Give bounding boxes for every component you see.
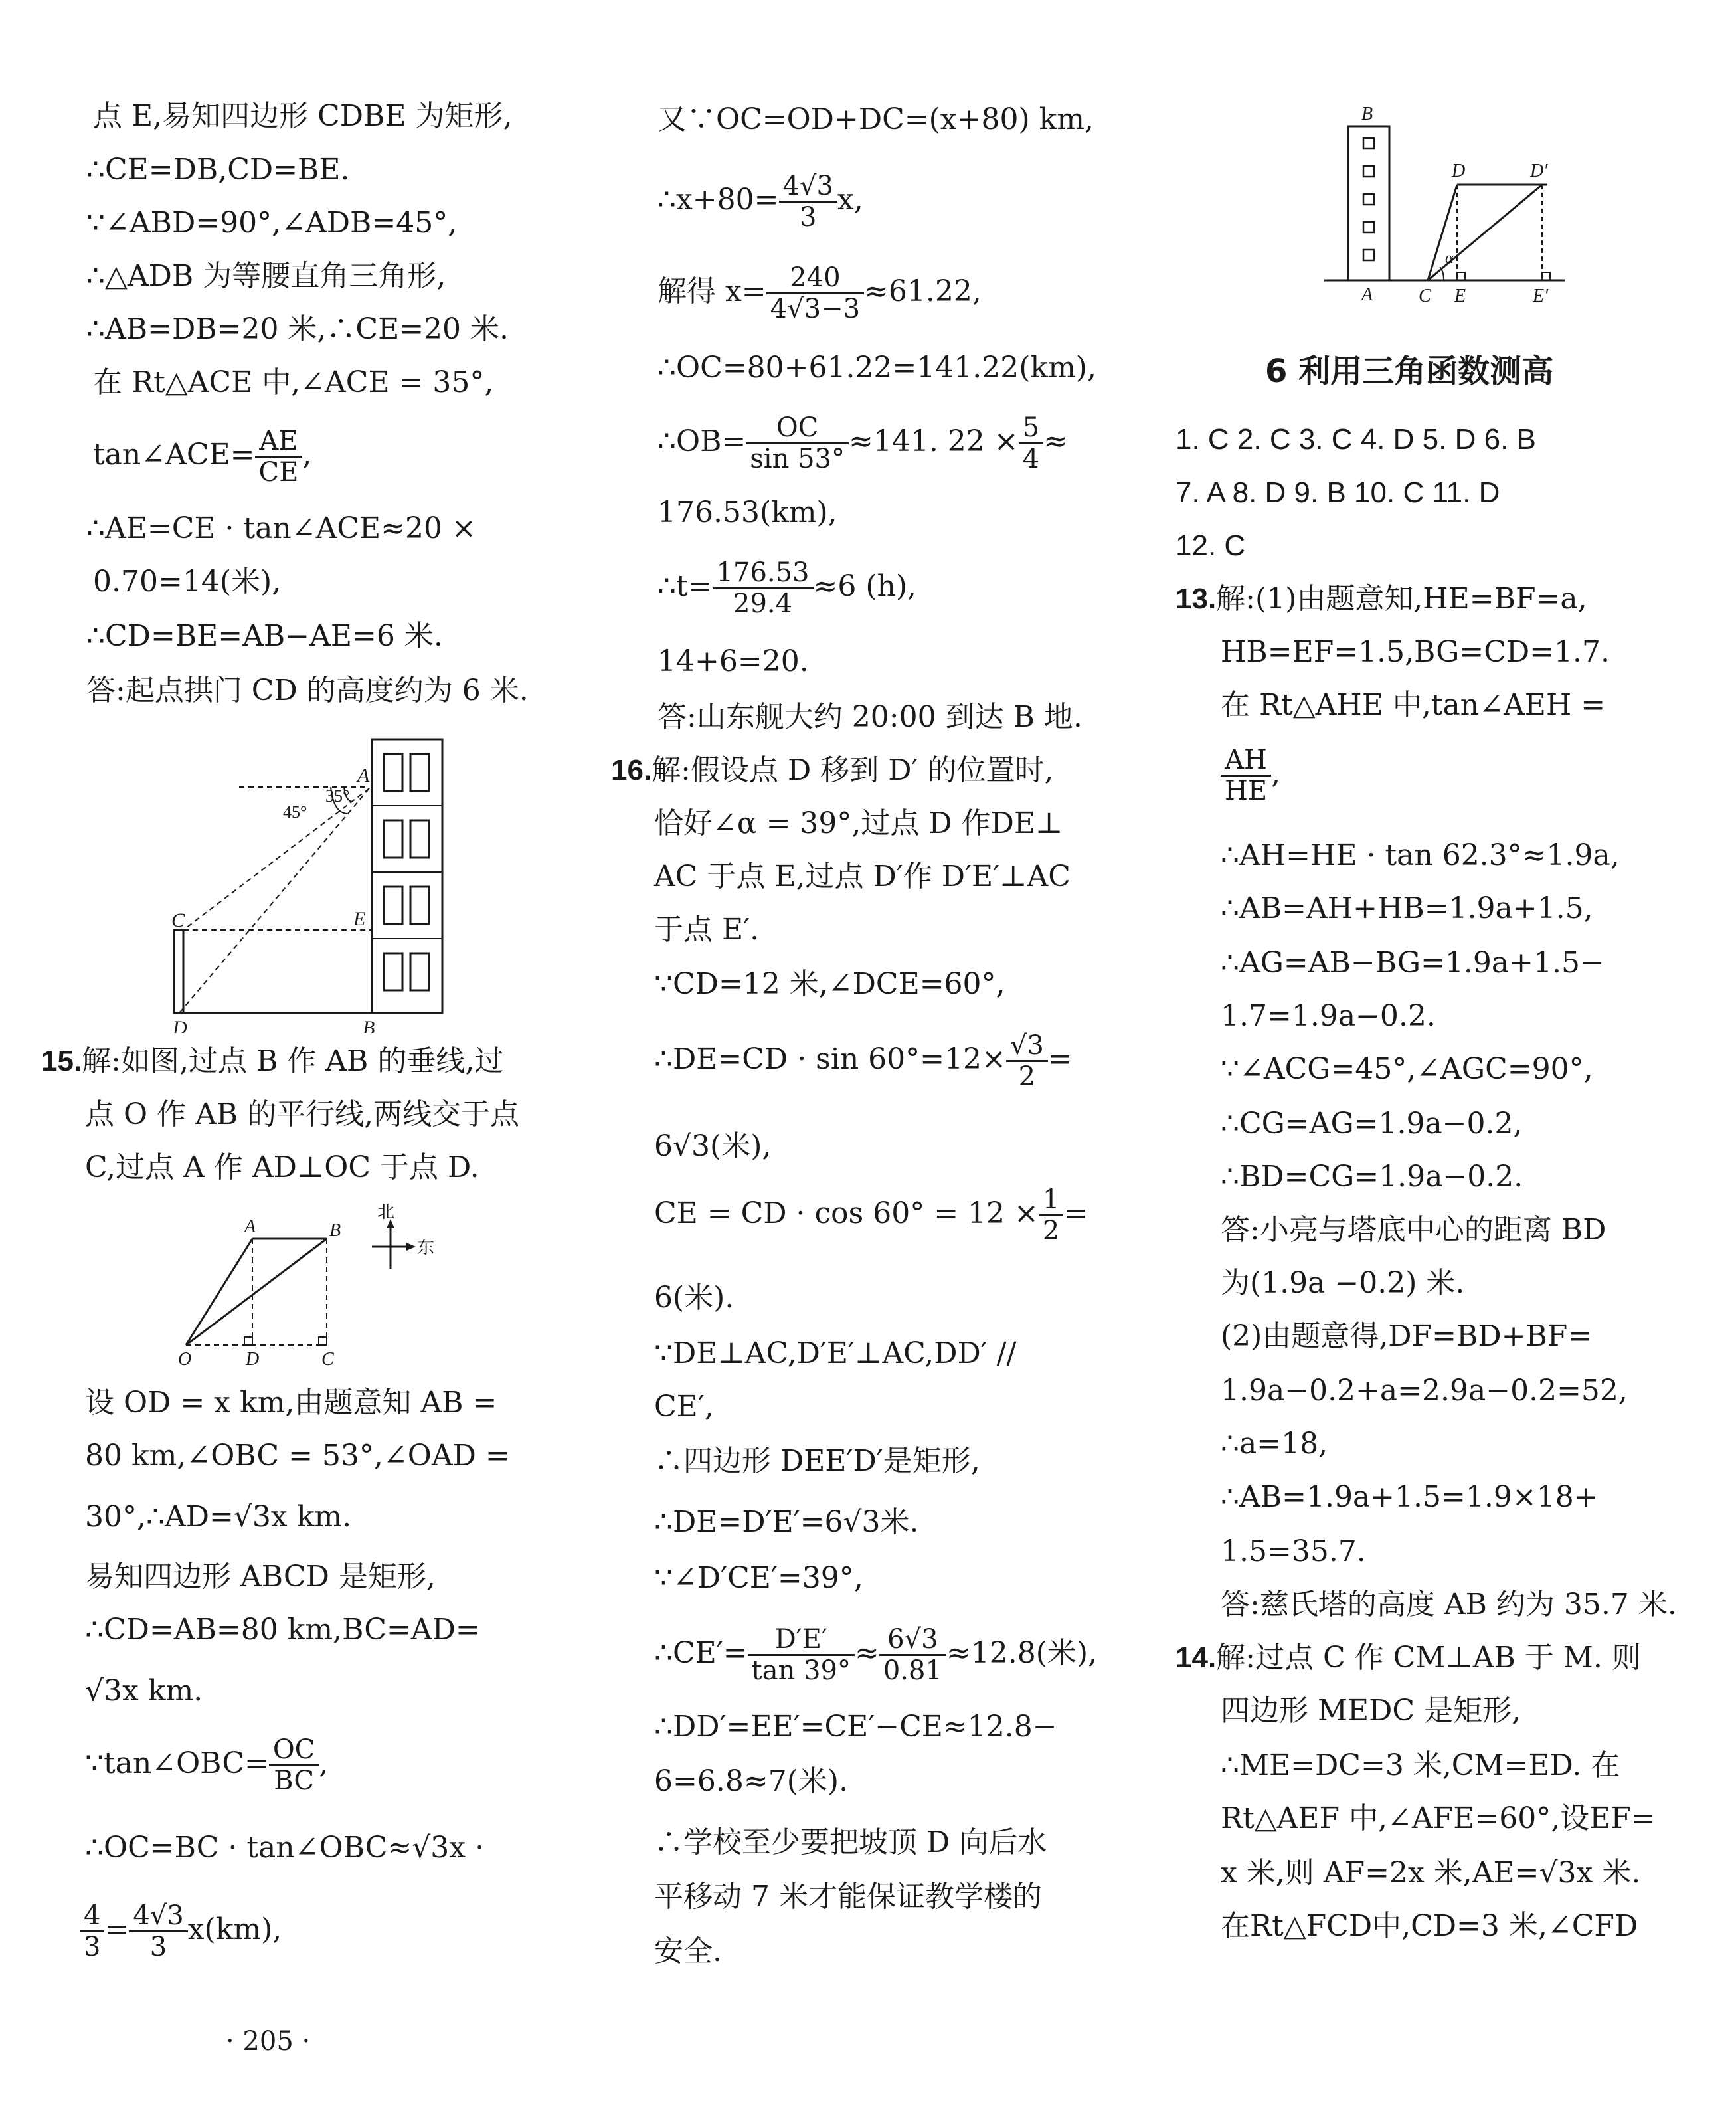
- text-line: 30°,∴AD=√3x km.: [85, 1500, 352, 1534]
- formula-line: $\frac{AH}{HE}$ ,: [1221, 737, 1280, 810]
- formula-line: ∴t= $\frac{176.53}{29.4}$ ≈6 (h),: [657, 557, 917, 619]
- text-line: ∵∠D′CE′=39°,: [654, 1561, 863, 1595]
- point-label: B: [1361, 104, 1373, 124]
- text-line: 安全.: [654, 1934, 722, 1968]
- text-line: ∴△ADB 为等腰直角三角形,: [86, 259, 446, 293]
- point-label: B: [329, 1220, 341, 1241]
- point-label: A: [1361, 284, 1373, 305]
- answer-row: 1. C 2. C 3. C 4. D 5. D 6. B: [1175, 423, 1536, 456]
- east-label: 东: [417, 1238, 435, 1257]
- point-label: C: [171, 909, 185, 931]
- point-label: E: [353, 908, 366, 930]
- formula-line: ∴x+80= $\frac{4√3}{3}$ x,: [657, 171, 863, 232]
- fraction: $\frac{√3}{2}$: [1006, 1031, 1048, 1091]
- text-line: ∴DE=D′E′=6√3米.: [654, 1505, 919, 1539]
- slope-figure: [1322, 100, 1567, 312]
- point-label: A: [357, 765, 370, 786]
- text-line: 1.5=35.7.: [1221, 1534, 1366, 1568]
- text-line: ∴AB=AH+HB=1.9a+1.5,: [1221, 891, 1593, 925]
- text-line: 易知四边形 ABCD 是矩形,: [85, 1560, 436, 1594]
- formula-line: 解得 x= $\frac{240}{4√3-3}$ ≈61.22,: [657, 262, 982, 324]
- text-line: ∴OC=BC · tan∠OBC≈√3x ·: [85, 1831, 485, 1865]
- text-line: 1.7=1.9a−0.2.: [1221, 999, 1436, 1033]
- point-label: E′: [1533, 286, 1549, 306]
- text-line: ∴CE=DB,CD=BE.: [86, 153, 350, 187]
- text-line: ∴CG=AG=1.9a−0.2,: [1221, 1107, 1523, 1141]
- point-label: D′: [1530, 161, 1548, 181]
- fraction: $\frac{AH}{HE}$: [1221, 745, 1271, 806]
- question-14: 14.解:过点 C 作 CM⊥AB 于 M. 则: [1175, 1641, 1641, 1675]
- text-line: ∴AB=1.9a+1.5=1.9×18+: [1221, 1480, 1599, 1514]
- point-label: D: [173, 1017, 187, 1033]
- text-line: CE′,: [654, 1390, 714, 1423]
- text-line: 点 O 作 AB 的平行线,两线交于点: [85, 1097, 520, 1131]
- text-line: 答:小亮与塔底中心的距离 BD: [1221, 1213, 1606, 1247]
- text-line: ∵∠ABD=90°,∠ADB=45°,: [86, 206, 458, 240]
- text-line: ∵DE⊥AC,D′E′⊥AC,DD′ //: [654, 1336, 1017, 1370]
- page-number: · 205 ·: [226, 2026, 311, 2057]
- text-line: 答:慈氏塔的高度 AB 约为 35.7 米.: [1221, 1588, 1677, 1621]
- text-line: ∴ME=DC=3 米,CM=ED. 在: [1221, 1748, 1620, 1782]
- text-line: ∵CD=12 米,∠DCE=60°,: [654, 967, 1005, 1001]
- point-label: A: [244, 1216, 256, 1237]
- point-label: O: [178, 1349, 192, 1370]
- text-line: 在Rt△FCD中,CD=3 米,∠CFD: [1221, 1909, 1638, 1943]
- fraction: $\frac{4√3}{3}$: [129, 1901, 187, 1962]
- text-line: ∴四边形 DEE′D′是矩形,: [654, 1444, 980, 1478]
- text-line: ∴AB=DB=20 米,∴CE=20 米.: [86, 312, 509, 346]
- text-line: 在 Rt△AHE 中,tan∠AEH =: [1221, 688, 1606, 722]
- text-line: 6√3(米),: [654, 1129, 772, 1163]
- fraction: $\frac{OC}{BC}$: [269, 1735, 319, 1795]
- fraction: $\frac{4√3}{3}$: [779, 171, 837, 232]
- point-label: E: [1454, 286, 1466, 306]
- text-line: 14+6=20.: [657, 644, 809, 678]
- fraction: $\frac{1}{2}$: [1039, 1185, 1063, 1245]
- answer-row: 7. A 8. D 9. B 10. C 11. D: [1175, 476, 1500, 509]
- text-line: 四边形 MEDC 是矩形,: [1221, 1694, 1521, 1728]
- formula-line: tan∠ACE= $\frac{AE}{CE}$ ,: [93, 426, 312, 488]
- text-line: √3x km.: [85, 1674, 203, 1708]
- building-archway-figure: [159, 727, 458, 1033]
- text-line: 6(米).: [654, 1281, 735, 1315]
- angle-label: 45°: [283, 802, 307, 822]
- fraction: $\frac{OC}{\sin 53^\circ}$: [746, 413, 849, 474]
- text-line: ∴BD=CG=1.9a−0.2.: [1221, 1160, 1523, 1194]
- text-line: 176.53(km),: [657, 496, 837, 529]
- text-line: 0.70=14(米),: [93, 565, 282, 598]
- point-label: C: [321, 1349, 334, 1370]
- question-15: 15.解:如图,过点 B 作 AB 的垂线,过: [41, 1044, 504, 1078]
- fraction: $\frac{D'E'}{\tan 39^\circ}$: [748, 1625, 855, 1685]
- text-line: 在 Rt△ACE 中,∠ACE = 35°,: [93, 365, 494, 399]
- text-line: 答:起点拱门 CD 的高度约为 6 米.: [86, 674, 529, 707]
- text-line: ∴OC=80+61.22=141.22(km),: [657, 351, 1096, 385]
- text-line: 6=6.8≈7(米).: [654, 1764, 849, 1798]
- formula-line: $\frac{4}{3}$ = $\frac{4√3}{3}$ x(km),: [80, 1893, 282, 1966]
- fraction: $\frac{176.53}{29.4}$: [713, 558, 814, 618]
- text-line: (2)由题意得,DF=BD+BF=: [1221, 1319, 1593, 1353]
- question-16: 16.解:假设点 D 移到 D′ 的位置时,: [611, 753, 1054, 787]
- text-line: 点 E,易知四边形 CDBE 为矩形,: [93, 99, 513, 133]
- formula-line: ∵tan∠OBC= $\frac{OC}{BC}$ ,: [85, 1734, 329, 1796]
- angle-label: 35°: [325, 786, 350, 806]
- text-line: 设 OD = x km,由题意知 AB =: [85, 1386, 497, 1419]
- formula-line: ∴CE′= $\frac{D'E'}{\tan 39^\circ}$ ≈ $\frac{6√3}{0.81}$ ≈12.8(米),: [654, 1624, 1098, 1686]
- text-line: 1.9a−0.2+a=2.9a−0.2=52,: [1221, 1374, 1628, 1408]
- text-line: x 米,则 AF=2x 米,AE=√3x 米.: [1221, 1856, 1641, 1890]
- fraction: $\frac{6√3}{0.81}$: [879, 1625, 946, 1685]
- text-line: 恰好∠α = 39°,过点 D 作DE⊥: [654, 806, 1063, 840]
- text-line: ∵∠ACG=45°,∠AGC=90°,: [1221, 1052, 1593, 1086]
- text-line: 于点 E′.: [654, 913, 760, 947]
- text-line: AC 于点 E,过点 D′作 D′E′⊥AC: [654, 860, 1071, 893]
- text-line: ∴CD=AB=80 km,BC=AD=: [85, 1613, 480, 1647]
- point-label: B: [363, 1017, 375, 1033]
- fraction: $\frac{5}{4}$: [1019, 413, 1043, 474]
- formula-line: ∴OB= $\frac{OC}{\sin 53^\circ}$ ≈141. 22 × $\frac{5}{4}$ ≈: [657, 412, 1068, 474]
- point-label: D: [246, 1349, 260, 1370]
- formula-line: CE = CD · cos 60° = 12 × $\frac{1}{2}$ =: [654, 1184, 1088, 1246]
- text-line: 又∵OC=OD+DC=(x+80) km,: [657, 102, 1094, 136]
- text-line: 平移动 7 米才能保证教学楼的: [654, 1880, 1042, 1914]
- point-label: D: [1452, 161, 1466, 181]
- text-line: ∴AH=HE · tan 62.3°≈1.9a,: [1221, 838, 1620, 872]
- navigation-figure: [173, 1199, 465, 1372]
- text-line: 答:山东舰大约 20:00 到达 B 地.: [657, 700, 1083, 734]
- text-line: ∴DD′=EE′=CE′−CE≈12.8−: [654, 1710, 1057, 1744]
- text-line: ∴CD=BE=AB−AE=6 米.: [86, 619, 443, 653]
- text-line: ∴a=18,: [1221, 1427, 1328, 1461]
- fraction: $\frac{AE}{CE}$: [255, 426, 303, 487]
- text-line: HB=EF=1.5,BG=CD=1.7.: [1221, 635, 1610, 669]
- angle-label: α: [1445, 250, 1454, 267]
- text-line: 80 km,∠OBC = 53°,∠OAD =: [85, 1439, 510, 1473]
- point-label: C: [1419, 286, 1431, 306]
- text-line: C,过点 A 作 AD⊥OC 于点 D.: [85, 1150, 479, 1184]
- text-line: ∴AE=CE · tan∠ACE≈20 ×: [86, 511, 476, 545]
- fraction: $\frac{240}{4√3-3}$: [766, 263, 864, 323]
- section-title: 6 利用三角函数测高: [1265, 353, 1554, 390]
- north-label: 北: [377, 1202, 395, 1222]
- text-line: ∴AG=AB−BG=1.9a+1.5−: [1221, 946, 1605, 980]
- text-line: ∴学校至少要把坡顶 D 向后水: [654, 1825, 1047, 1859]
- question-13: 13.解:(1)由题意知,HE=BF=a,: [1175, 582, 1587, 616]
- answer-row: 12. C: [1175, 529, 1246, 562]
- formula-line: ∴DE=CD · sin 60°=12× $\frac{√3}{2}$ =: [654, 1030, 1073, 1092]
- fraction: $\frac{4}{3}$: [80, 1901, 104, 1962]
- text-line: 为(1.9a −0.2) 米.: [1221, 1266, 1465, 1300]
- text-line: Rt△AEF 中,∠AFE=60°,设EF=: [1221, 1801, 1656, 1835]
